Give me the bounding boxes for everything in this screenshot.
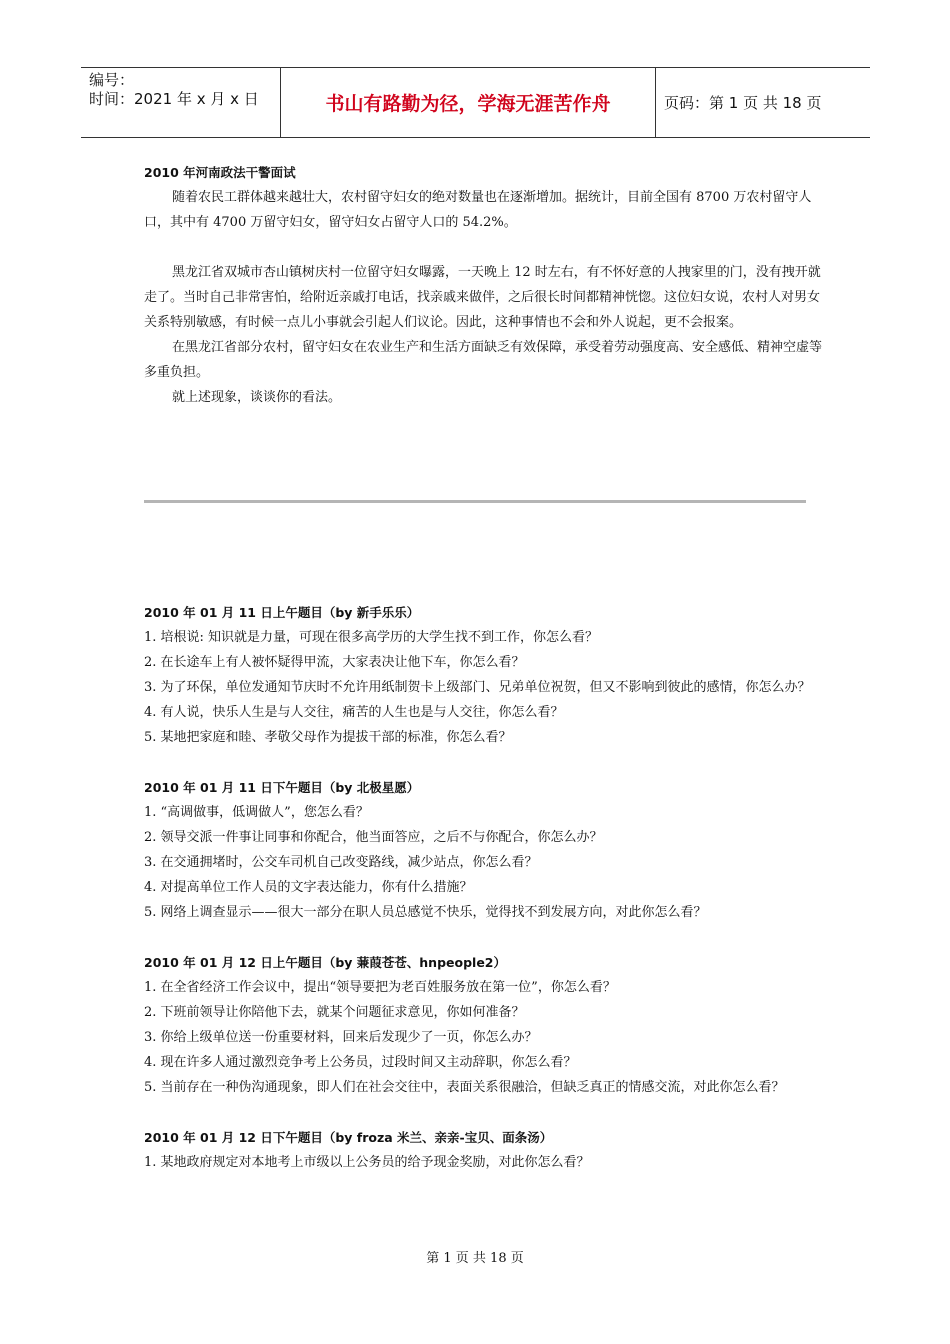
section-title: 2010 年 01 月 12 日下午题目（by froza 米兰、亲亲-宝贝、面条汤） (144, 1130, 553, 1145)
question-section (144, 600, 824, 750)
section-title: 2010 年 01 月 11 日下午题目（by 北极星愿） (144, 780, 420, 795)
doc-title: 2010 年河南政法干警面试 (144, 165, 296, 180)
question: 5. 当前存在一种伪沟通现象，即人们在社会交往中，表面关系很融洽，但缺乏真正的情感交流，对此你怎么看？ (144, 1080, 785, 1095)
paragraph: 随着农民工群体越来越壮大，农村留守妇女的绝对数量也在逐渐增加。据统计，目前全国有 8700 万农村留守人口，其中有 4700 万留守妇女，留守妇女占留守人口的 54.2%。 (144, 190, 812, 230)
section-title: 2010 年 01 月 12 日上午题目（by 蒹葭苍苍、hnpeople2） (144, 955, 507, 970)
header-page-info: 页码：第 1 页 共 18 页 (664, 94, 822, 112)
question: 2. 领导交派一件事让同事和你配合，他当面答应，之后不与你配合，你怎么办？ (144, 830, 603, 845)
question: 1. 培根说: 知识就是力量，可现在很多高学历的大学生找不到工作，你怎么看？ (144, 630, 599, 645)
question-sections (144, 600, 824, 1200)
question: 1. 某地政府规定对本地考上市级以上公务员的给予现金奖励，对此你怎么看？ (144, 1155, 590, 1170)
question: 1. “高调做事，低调做人”，您怎么看？ (144, 805, 369, 820)
number-label: 编号： (89, 71, 135, 89)
question: 3. 你给上级单位送一份重要材料，回来后发现少了一页，你怎么办？ (144, 1030, 538, 1045)
header-meta (81, 68, 281, 137)
date-label: 时间：2021 年 x 月 x 日 (89, 90, 259, 108)
question: 4. 对提高单位工作人员的文字表达能力，你有什么措施？ (144, 880, 473, 895)
question: 2. 在长途车上有人被怀疑得甲流，大家表决让他下车，你怎么看？ (144, 655, 525, 670)
divider (144, 500, 806, 503)
intro-content (144, 160, 824, 410)
question: 3. 为了环保，单位发通知节庆时不允许用纸制贺卡上级部门、兄弟单位祝贺，但又不影响到彼此的感情，你怎么办？ (144, 680, 811, 695)
header-motto: 书山有路勤为径，学海无涯苦作舟 (281, 68, 656, 137)
page-footer: 第 1 页 共 18 页 (426, 1251, 524, 1266)
question: 5. 网络上调查显示——很大一部分在职人员总感觉不快乐，觉得找不到发展方向，对此你怎么看？ (144, 905, 707, 920)
paragraph: 就上述现象，谈谈你的看法。 (172, 390, 342, 405)
question-section (144, 1125, 824, 1175)
paragraph: 在黑龙江省部分农村，留守妇女在农业生产和生活方面缺乏有效保障，承受着劳动强度高、安全感低、精神空虚等多重负担。 (144, 340, 823, 380)
question: 2. 下班前领导让你陪他下去，就某个问题征求意见，你如何准备？ (144, 1005, 525, 1020)
question-section (144, 950, 824, 1100)
question: 4. 现在许多人通过激烈竞争考上公务员，过段时间又主动辞职，你怎么看？ (144, 1055, 577, 1070)
question: 4. 有人说，快乐人生是与人交往，痛苦的人生也是与人交往，你怎么看？ (144, 705, 564, 720)
question: 1. 在全省经济工作会议中，提出“领导要把为老百姓服务放在第一位”，你怎么看？ (144, 980, 616, 995)
page-header (81, 67, 870, 138)
question: 3. 在交通拥堵时，公交车司机自己改变路线，减少站点，你怎么看？ (144, 855, 538, 870)
paragraph: 黑龙江省双城市杏山镇树庆村一位留守妇女曝露，一天晚上 12 时左右，有不怀好意的人拽家里的门，没有拽开就走了。当时自己非常害怕，给附近亲戚打电话，找亲戚来做伴，之后很长时间都精神恍惚。这位妇女说，农村人对男女关系特别敏感，有时候一点儿小事就会引起人们议论。因此，这种事情也不会和外人说起，更不会报案。 (144, 265, 821, 330)
section-title: 2010 年 01 月 11 日上午题目（by 新手乐乐） (144, 605, 420, 620)
question: 5. 某地把家庭和睦、孝敬父母作为提拔干部的标准，你怎么看？ (144, 730, 512, 745)
question-section (144, 775, 824, 925)
